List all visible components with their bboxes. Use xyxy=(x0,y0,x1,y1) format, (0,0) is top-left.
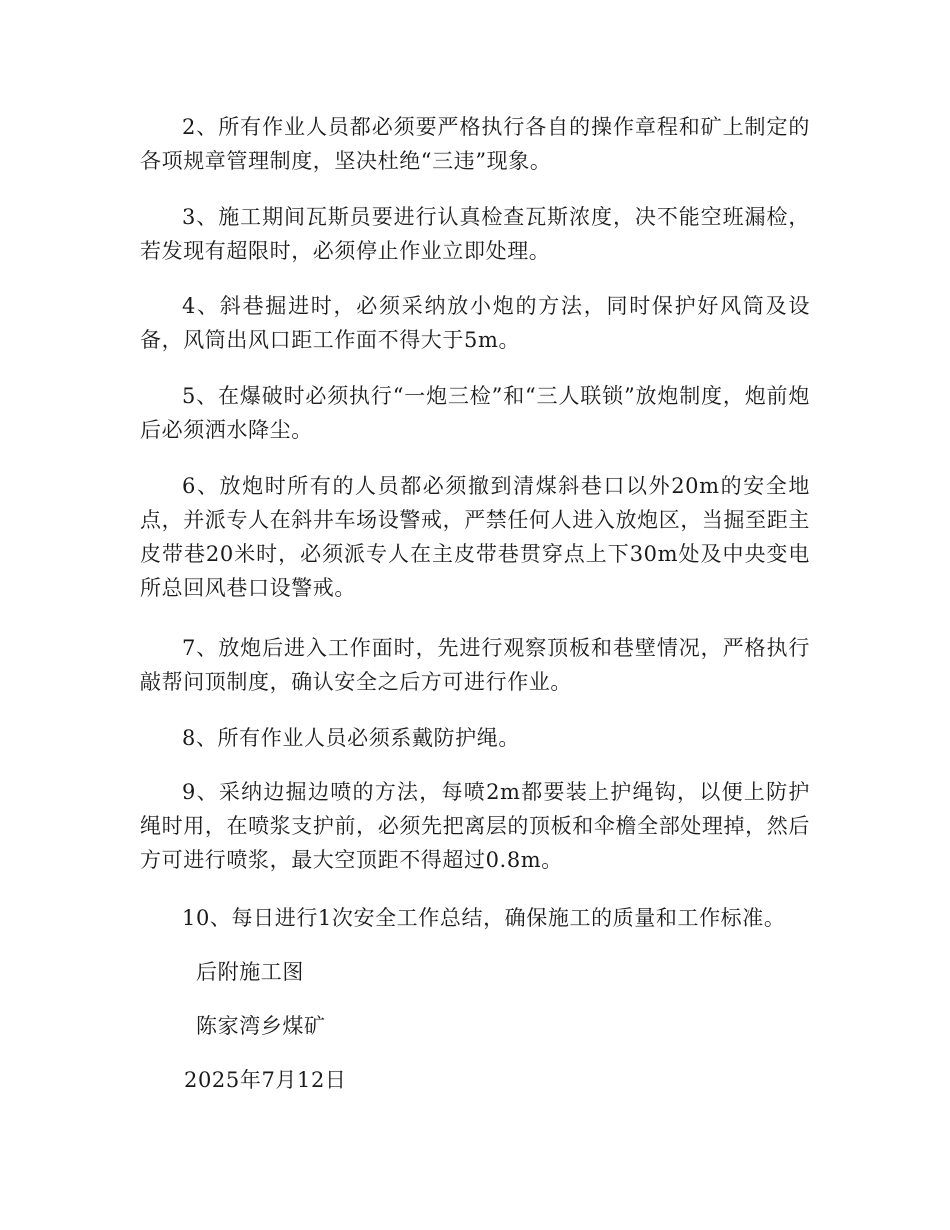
paragraph-item-7: 7、放炮后进入工作面时，先进行观察顶板和巷壁情况，严格执行敲帮问顶制度，确认安全之后方可进行作业。 xyxy=(140,636,810,694)
organization-name: 陈家湾乡煤矿 xyxy=(196,1014,326,1038)
document-date: 2025年7月12日 xyxy=(184,1068,347,1092)
paragraph-item-8: 8、所有作业人员必须系戴防护绳。 xyxy=(182,726,520,750)
paragraph-item-6: 6、放炮时所有的人员都必须撤到清煤斜巷口以外20m的安全地点，并派专人在斜井车场设警戒，严禁任何人进入放炮区，当掘至距主皮带巷20米时，必须派专人在主皮带巷贯穿点上下30m处及中央变电所总回风巷口设警戒。 xyxy=(140,474,810,600)
paragraph-item-3: 3、施工期间瓦斯员要进行认真检查瓦斯浓度，决不能空班漏检，若发现有超限时，必须停止作业立即处理。 xyxy=(140,205,810,263)
paragraph-item-4: 4、斜巷掘进时，必须采纳放小炮的方法，同时保护好风筒及设备，风筒出风口距工作面不得大于5m。 xyxy=(140,294,810,352)
paragraph-item-2: 2、所有作业人员都必须要严格执行各自的操作章程和矿上制定的各项规章管理制度，坚决杜绝“三违”现象。 xyxy=(140,115,810,173)
paragraph-item-10: 10、每日进行1次安全工作总结，确保施工的质量和工作标准。 xyxy=(182,906,786,930)
attachment-note: 后附施工图 xyxy=(196,960,304,984)
paragraph-item-5: 5、在爆破时必须执行“一炮三检”和“三人联锁”放炮制度，炮前炮后必须洒水降尘。 xyxy=(140,384,810,442)
paragraph-item-9: 9、采纳边掘边喷的方法，每喷2m都要装上护绳钩，以便上防护绳时用，在喷浆支护前，必须先把离层的顶板和伞檐全部处理掉，然后方可进行喷浆，最大空顶距不得超过0.8m。 xyxy=(140,780,810,872)
